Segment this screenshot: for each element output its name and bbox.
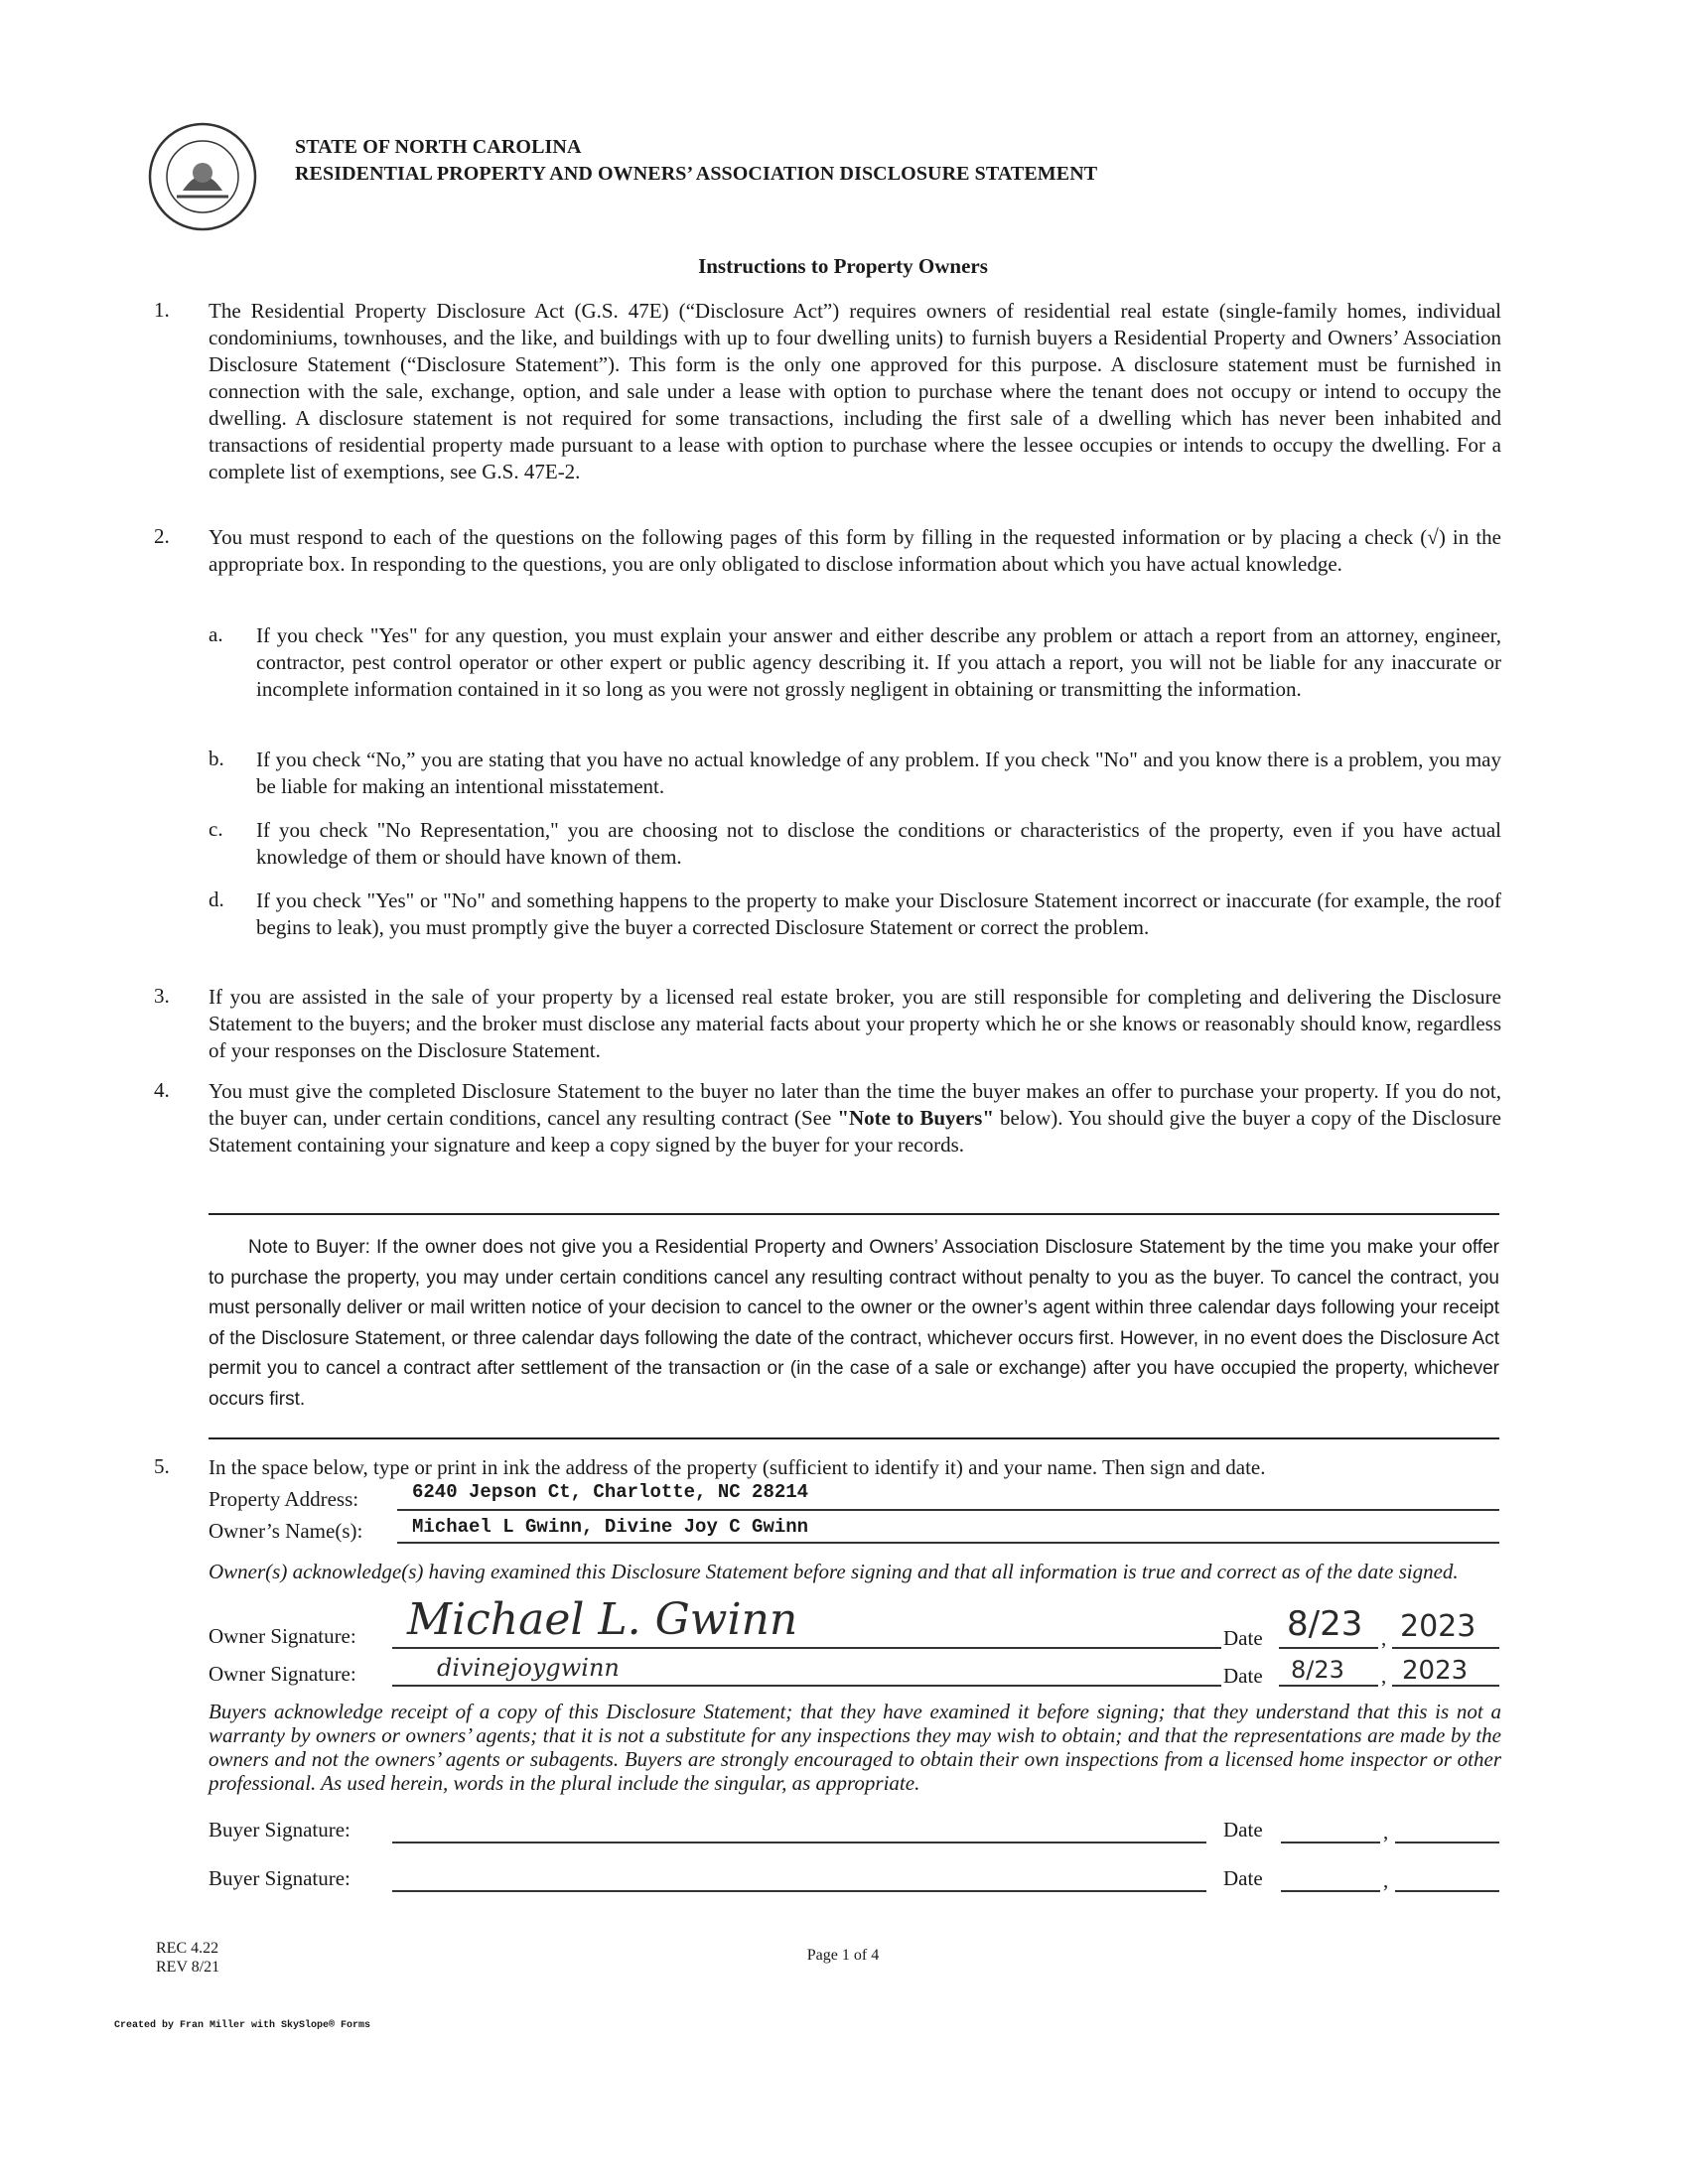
owner-names-line bbox=[397, 1542, 1499, 1544]
owner-names-value[interactable]: Michael L Gwinn, Divine Joy C Gwinn bbox=[412, 1516, 809, 1538]
buyer-year-2-line[interactable] bbox=[1395, 1890, 1499, 1892]
property-address-line bbox=[397, 1509, 1499, 1511]
item-3-number: 3. bbox=[154, 984, 170, 1008]
item-1-text: The Residential Property Disclosure Act (G.S. 47E) (“Disclosure Act”) requires owners of residential real estate (single-family homes, individual condominiums, townhouses, and the like, and buildings with up to four dwelling units) to furnish buyers a Residential Property and Owners’ Association Disclosure Statement (“Disclosure Statement”). This form is the only one approved for this purpose. A disclosure statement must be furnished in connection with the sale, exchange, option, and sale under a lease with option to purchase where the tenant does not occupy or intend to occupy the dwelling. A disclosure statement is not required for some transactions, including the first sale of a dwelling which has never been inhabited and transactions of residential property made pursuant to a lease with option to purchase where the lessee occupies or intends to occupy the dwelling. For a complete list of exemptions, see G.S. 47E-2. bbox=[209, 299, 1501, 483]
owner-signature-1-line bbox=[392, 1647, 1221, 1649]
item-2b-label: b. bbox=[209, 747, 224, 770]
owner-signature-2-label: Owner Signature: bbox=[209, 1662, 356, 1686]
owner-date-1[interactable]: 8/23 bbox=[1287, 1604, 1363, 1644]
buyer-date-2-line[interactable] bbox=[1281, 1890, 1380, 1892]
created-by-footer: Created by Fran Miller with SkySlope® Forms bbox=[114, 2020, 371, 2031]
item-4-text bbox=[209, 1078, 1501, 1159]
note-to-buyer: Note to Buyer: If the owner does not give you a Residential Property and Owners’ Association Disclosure Statement by the time you make your offer to purchase the property, you may under certain conditions cancel any resulting contract without penalty to you as the buyer. To cancel the contract, you must personally deliver or mail written notice of your decision to cancel to the owner or the owner’s agent within three calendar days following your receipt of the Disclosure Statement, or three calendar days following the date of the contract, whichever occurs first. However, in no event does the Disclosure Act permit you to cancel a contract after settlement of the transaction or (in the case of a sale or exchange) after you have occupied the property, whichever occurs first. bbox=[209, 1237, 1499, 1410]
buyer-signature-2-line[interactable] bbox=[392, 1890, 1206, 1892]
item-4-text-a: You must give the completed Disclosure Statement to the buyer no later than the time the buyer makes an offer to purchase your property. If you do not, the buyer can, under certain conditions, cancel any resulting contract (See bbox=[209, 1079, 1501, 1130]
owner-signature-1-label: Owner Signature: bbox=[209, 1624, 356, 1648]
form-number: REC 4.22 bbox=[156, 1940, 219, 1957]
item-2d-label: d. bbox=[209, 887, 224, 911]
page-number: Page 1 of 4 bbox=[806, 1947, 880, 1964]
buyer-date-2-comma: , bbox=[1383, 1868, 1389, 1892]
buyer-date-1-label: Date bbox=[1223, 1818, 1263, 1842]
item-4-text-b: below). You should give the buyer a copy of the Disclosure Statement containing your signature and keep a copy signed by the buyer for your records. bbox=[209, 1106, 1501, 1157]
item-2c-text: If you check "No Representation," you are choosing not to disclose the conditions or characteristics of the property, even if you have actual knowledge of them or should have known of them. bbox=[256, 818, 1501, 869]
owner-date-2-line bbox=[1279, 1685, 1378, 1687]
property-address-label: Property Address: bbox=[209, 1487, 359, 1511]
owner-date-1-line bbox=[1279, 1647, 1378, 1649]
owner-year-1-line bbox=[1392, 1647, 1499, 1649]
property-address-value[interactable]: 6240 Jepson Ct, Charlotte, NC 28214 bbox=[412, 1481, 809, 1503]
buyer-signature-2-label: Buyer Signature: bbox=[209, 1866, 351, 1890]
instructions-title: Instructions to Property Owners bbox=[698, 254, 988, 278]
item-5-number: 5. bbox=[154, 1454, 170, 1478]
owner-names-label: Owner’s Name(s): bbox=[209, 1519, 363, 1543]
owner-acknowledgement: Owner(s) acknowledge(s) having examined this Disclosure Statement before signing and that all information is true and correct as of the date signed. bbox=[209, 1560, 1459, 1583]
item-2a-label: a. bbox=[209, 622, 223, 646]
owner-signature-1[interactable]: Michael L. Gwinn bbox=[407, 1594, 798, 1645]
form-title: RESIDENTIAL PROPERTY AND OWNERS’ ASSOCIATION DISCLOSURE STATEMENT bbox=[295, 163, 1098, 185]
owner-signature-2[interactable]: divinejoygwinn bbox=[437, 1654, 620, 1682]
buyer-date-1-comma: , bbox=[1383, 1820, 1389, 1843]
item-2d-text: If you check "Yes" or "No" and something happens to the property to make your Disclosure Statement incorrect or inaccurate (for example, the roof begins to leak), you must promptly give the buyer a corrected Disclosure Statement or correct the problem. bbox=[256, 888, 1501, 939]
owner-signature-2-line bbox=[392, 1685, 1221, 1687]
item-5-text: In the space below, type or print in ink the address of the property (sufficient to identify it) and your name. Then sign and date. bbox=[209, 1455, 1266, 1479]
owner-date-2-label: Date bbox=[1223, 1664, 1263, 1688]
item-2-text: You must respond to each of the questions on the following pages of this form by filling in the requested information or by placing a check (√) in the appropriate box. In responding to the questions, you are only obligated to disclose information about which you have actual knowledge. bbox=[209, 525, 1501, 576]
item-1-number: 1. bbox=[154, 298, 170, 322]
note-top-rule bbox=[209, 1213, 1499, 1215]
state-heading: STATE OF NORTH CAROLINA bbox=[295, 136, 582, 158]
owner-year-1[interactable]: 2023 bbox=[1400, 1609, 1476, 1644]
item-2a-text: If you check "Yes" for any question, you must explain your answer and either describe any problem or attach a report from an attorney, engineer, contractor, pest control operator or other expert or public agency describing it. If you attach a report, you will not be liable for any inaccurate or incomplete information contained in it so long as you were not grossly negligent in obtaining or transmitting the information. bbox=[256, 623, 1501, 701]
item-2c-label: c. bbox=[209, 817, 223, 841]
owner-date-2-comma: , bbox=[1381, 1664, 1387, 1688]
item-2-number: 2. bbox=[154, 524, 170, 548]
buyer-date-1-line[interactable] bbox=[1281, 1842, 1380, 1843]
owner-date-1-label: Date bbox=[1223, 1626, 1263, 1650]
owner-date-1-comma: , bbox=[1381, 1626, 1387, 1650]
form-revision: REV 8/21 bbox=[156, 1959, 220, 1976]
buyer-year-1-line[interactable] bbox=[1395, 1842, 1499, 1843]
note-to-buyers-ref: "Note to Buyers" bbox=[837, 1106, 994, 1130]
owner-date-2[interactable]: 8/23 bbox=[1291, 1656, 1344, 1684]
item-4-number: 4. bbox=[154, 1078, 170, 1102]
buyer-signature-1-label: Buyer Signature: bbox=[209, 1818, 351, 1842]
note-bottom-rule bbox=[209, 1437, 1499, 1439]
item-3-text: If you are assisted in the sale of your property by a licensed real estate broker, you are still responsible for completing and delivering the Disclosure Statement to the buyers; and the broker must disclose any material facts about your property which he or she knows or reasonably should know, regardless of your responses on the Disclosure Statement. bbox=[209, 985, 1501, 1062]
commission-seal bbox=[147, 121, 258, 232]
buyer-acknowledgement: Buyers acknowledge receipt of a copy of this Disclosure Statement; that they have examined it before signing; that they understand that this is not a warranty by owners or owners’ agents; that it is not a substitute for any inspections they may wish to obtain; and that the representations are made by the owners and not the owners’ agents or subagents. Buyers are strongly encouraged to obtain their own inspections from a licensed home inspector or other professional. As used herein, words in the plural include the singular, as appropriate. bbox=[209, 1700, 1501, 1795]
owner-year-2[interactable]: 2023 bbox=[1402, 1656, 1469, 1686]
item-2b-text: If you check “No,” you are stating that you have no actual knowledge of any problem. If you check "No" and you know there is a problem, you may be liable for making an intentional misstatement. bbox=[256, 748, 1501, 798]
buyer-signature-1-line[interactable] bbox=[392, 1842, 1206, 1843]
buyer-date-2-label: Date bbox=[1223, 1866, 1263, 1890]
